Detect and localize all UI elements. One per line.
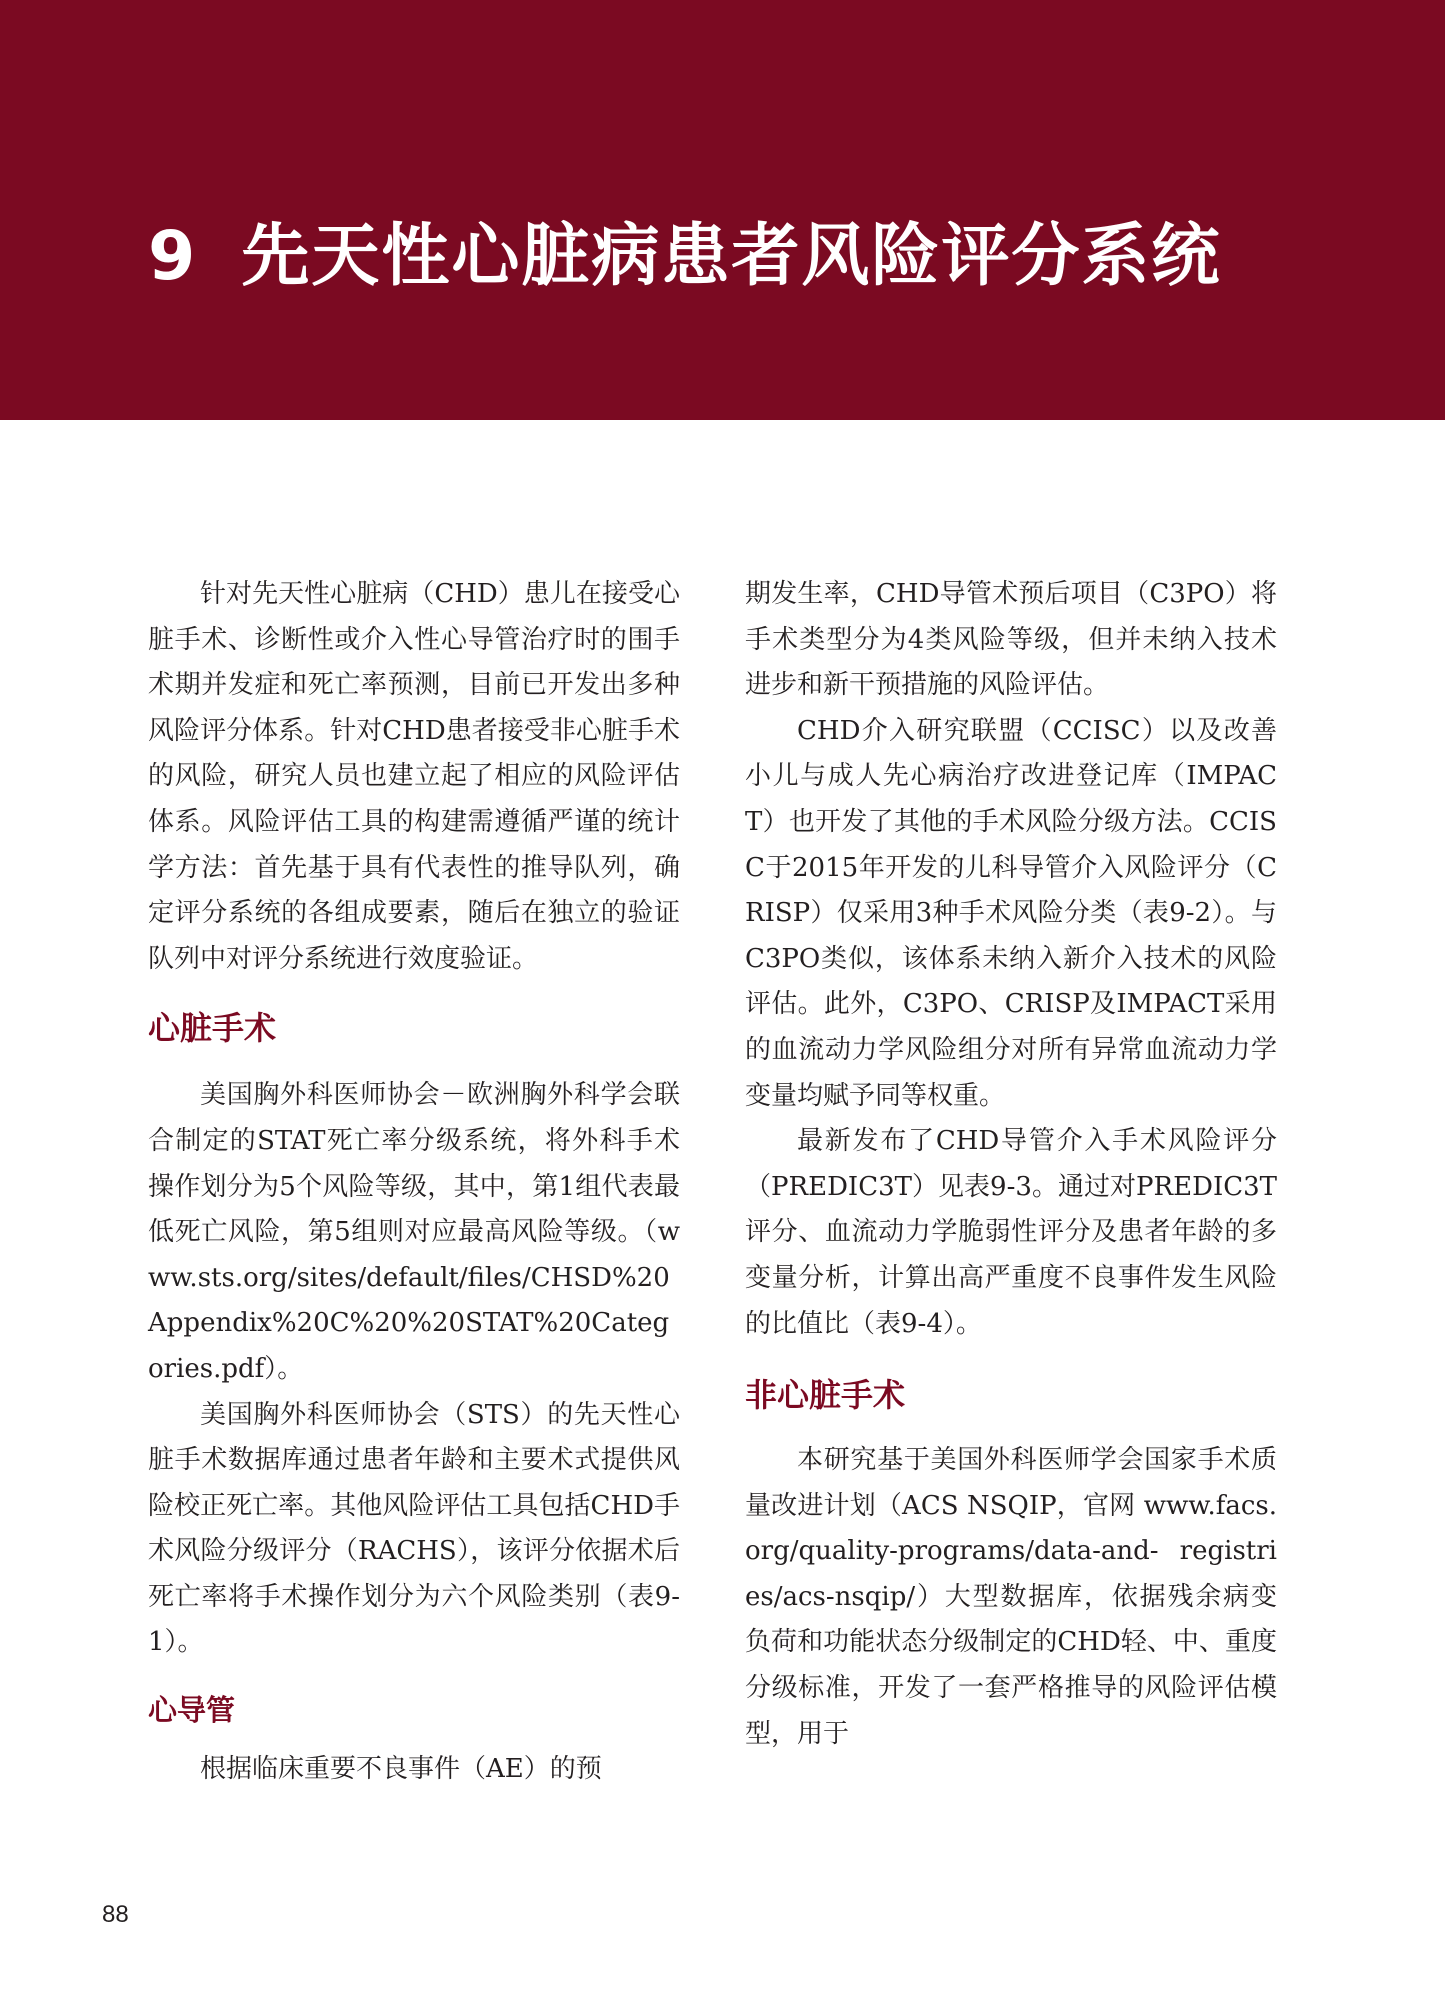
chapter-title-text: 先天性心脏病患者风险评分系统 [241,217,1222,296]
section-heading-cardiac-surgery: 心脏手术 [148,1009,277,1048]
left-column [148,572,680,1793]
section-heading-noncardiac-surgery: 非心脏手术 [745,1376,906,1415]
page-number: 88 [102,1901,129,1928]
section-heading-cardiac-catheterization: 心导管 [148,1693,236,1728]
chapter-number: 9 [148,217,198,296]
intro-paragraph: 针对先天性心脏病（CHD）患儿在接受心脏手术、诊断性或介入性心导管治疗时的围手术期并发症和死亡率预测，目前已开发出多种风险评分体系。针对CHD患者接受非心脏手术的风险，研究人员也建立起了相应的风险评估体系。风险评估工具的构建需遵循严谨的统计学方法：首先基于具有代表性的推导队列，确定评分系统的各组成要素，随后在独立的验证队列中对评分系统进行效度验证。 [148,579,680,974]
catheterization-paragraph-1-end: 期发生率，CHD导管术预后项目（C3PO）将手术类型分为4类风险等级，但并未纳入技术进步和新干预措施的风险评估。 [745,579,1277,701]
cardiac-surgery-paragraph-1: 美国胸外科医师协会－欧洲胸外科学会联合制定的STAT死亡率分级系统，将外科手术操作划分为5个风险等级，其中，第1组代表最低死亡风险，第5组则对应最高风险等级。（www.sts.org/sites/default/files/CHSD%20Appendix%20C%20%20STAT%20Categories.pdf）。 [148,1080,680,1384]
catheterization-paragraph-1-start: 根据临床重要不良事件（AE）的预 [200,1754,602,1785]
catheterization-paragraph-3: 最新发布了CHD导管介入手术风险评分（PREDIC3T）见表9-3。通过对PREDIC3T评分、血流动力学脆弱性评分及患者年龄的多变量分析，计算出高严重度不良事件发生风险的比值比（表9-4）。 [745,1126,1277,1339]
noncardiac-surgery-paragraph-1: 本研究基于美国外科医师学会国家手术质量改进计划（ACS NSQIP，官网 www.facs.org/quality-programs/data-and- registries/acs-nsqip/）大型数据库，依据残余病变负荷和功能状态分级制定的CHD轻、中、重度分级标准，开发了一套严格推导的风险评估模型，用于 [745,1445,1277,1749]
chapter-header-band [0,0,1445,420]
right-column [745,572,1277,1757]
chapter-title [148,212,1221,302]
cardiac-surgery-paragraph-2: 美国胸外科医师协会（STS）的先天性心脏手术数据库通过患者年龄和主要术式提供风险校正死亡率。其他风险评估工具包括CHD手术风险分级评分（RACHS），该评分依据术后死亡率将手术操作划分为六个风险类别（表9-1）。 [148,1399,680,1658]
catheterization-paragraph-2: CHD介入研究联盟（CCISC）以及改善小儿与成人先心病治疗改进登记库（IMPACT）也开发了其他的手术风险分级方法。CCISC于2015年开发的儿科导管介入风险评分（CRISP）仅采用3种手术风险分类（表9-2）。与C3PO类似，该体系未纳入新介入技术的风险评估。此外，C3PO、CRISP及IMPACT采用的血流动力学风险组分对所有异常血流动力学变量均赋予同等权重。 [745,715,1277,1111]
